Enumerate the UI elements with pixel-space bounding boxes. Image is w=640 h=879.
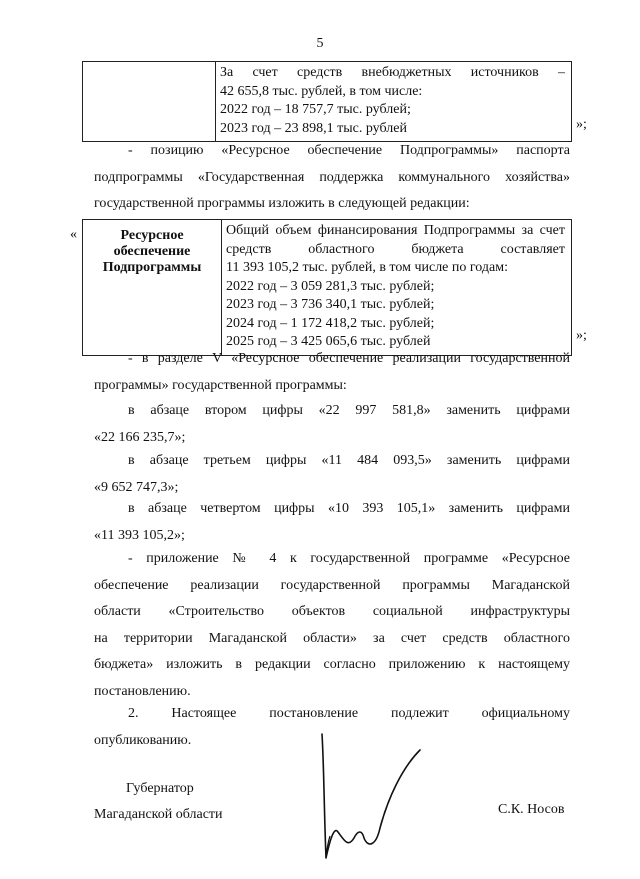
paragraph-line: «9 652 747,3»; [94,479,179,495]
paragraph-line: «11 393 105,2»; [94,527,185,543]
paragraph-line: постановлению. [94,683,191,699]
paragraph-line: в абзаце четвертом цифры «10 393 105,1» заменить цифрами [128,501,570,516]
paragraph-line: в абзаце втором цифры «22 997 581,8» заменить цифрами [128,403,570,418]
paragraph-line: в абзаце третьем цифры «11 484 093,5» заменить цифрами [128,453,570,468]
table2-right-cell [222,220,572,356]
paragraph-line: опубликованию. [94,732,192,748]
funding-table-extrabudgetary [82,61,572,142]
table1-close-quote: »; [576,117,587,132]
paragraph-abzac-third [94,448,570,501]
table1-line: За счет средств внебюджетных источников – [220,65,565,80]
handwritten-signature [300,728,430,868]
paragraph-line: «22 166 235,7»; [94,429,186,445]
table1-left-cell [83,62,216,142]
signatory-title-line: Магаданской области [94,807,223,822]
paragraph-resource-position [94,138,570,218]
table2-left-label: Ресурсное обеспечение Подпрограммы [83,220,222,356]
table1-line: 2022 год – 18 757,7 тыс. рублей; [220,102,411,117]
paragraph-line: подпрограммы «Государственная поддержка коммунального хозяйства» [94,169,570,185]
paragraph-line: - позицию «Ресурсное обеспечение Подпрограммы» паспорта [128,143,570,158]
table1-line: 42 655,8 тыс. рублей, в том числе: [220,83,423,99]
paragraph-line: области «Строительство объектов социальной инфраструктуры [94,604,570,619]
paragraph-line: - в разделе V «Ресурсное обеспечение реализации государственной [128,351,570,366]
paragraph-line: на территории Магаданской области» за счет средств областного [94,630,570,646]
paragraph-line: бюджета» изложить в редакции согласно приложению к настоящему [94,657,570,672]
signatory-title [94,776,223,828]
table1-right-cell [216,62,572,142]
table1-line: 2023 год – 23 898,1 тыс. рублей [220,120,407,136]
paragraph-line: программы» государственной программы: [94,377,347,393]
table2-line: 2025 год – 3 425 065,6 тыс. рублей [226,334,431,349]
page-number: 5 [316,36,324,51]
signatory-title-line: Губернатор [126,781,194,796]
table2-line: Общий объем финансирования Подпрограммы за счет [226,223,565,238]
paragraph-abzac-fourth [94,496,570,549]
paragraph-appendix-4 [94,546,570,705]
paragraph-line: обеспечение реализации государственной программы Магаданской [94,577,570,593]
table2-line: 11 393 105,2 тыс. рублей, в том числе по годам: [226,260,508,275]
funding-table-subprogram [82,219,572,356]
table2-line: 2023 год – 3 736 340,1 тыс. рублей; [226,297,435,312]
paragraph-abzac-second [94,398,570,451]
paragraph-line: государственной программы изложить в следующей редакции: [94,196,470,211]
paragraph-line: - приложение № 4 к государственной программе «Ресурсное [128,551,570,566]
table2-line: 2024 год – 1 172 418,2 тыс. рублей; [226,315,435,331]
signatory-name: С.К. Носов [498,802,565,817]
paragraph-section-v [94,346,570,399]
table2-close-quote: »; [576,328,587,343]
paragraph-line: 2. Настоящее постановление подлежит официальному [128,706,570,721]
table2-line: средств областного бюджета составляет [226,241,565,257]
table2-open-quote: « [70,227,77,242]
table2-line: 2022 год – 3 059 281,3 тыс. рублей; [226,278,435,294]
